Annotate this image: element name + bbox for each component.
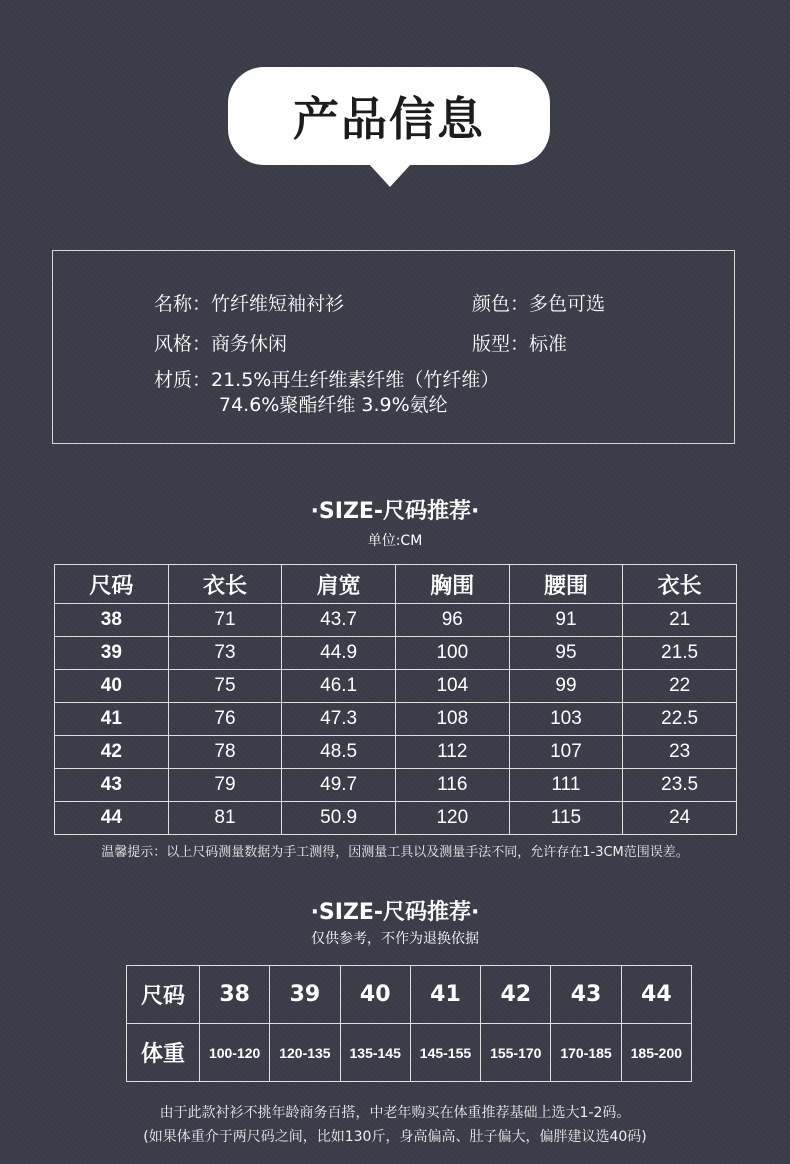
size-section-title: ·SIZE-尺码推荐·	[310, 499, 480, 524]
title-bubble	[228, 67, 550, 165]
weight-cell: 155-170	[481, 1024, 551, 1082]
footer-note-line1: 由于此款衬衫不挑年龄商务百搭，中老年购买在体重推荐基础上选大1-2码。	[159, 1105, 631, 1121]
size-cell: 41	[410, 966, 480, 1024]
size-cell: 39	[55, 637, 169, 670]
table-cell: 73	[168, 637, 282, 670]
size-cell: 43	[55, 769, 169, 802]
table-cell: 78	[168, 736, 282, 769]
table-cell: 21.5	[623, 637, 737, 670]
table-cell: 24	[623, 802, 737, 835]
size-cell: 44	[621, 966, 691, 1024]
table-cell: 21	[623, 604, 737, 637]
table-row	[55, 637, 737, 670]
table-row	[55, 769, 737, 802]
table-cell: 91	[509, 604, 623, 637]
table-row	[55, 802, 737, 835]
table-cell: 99	[509, 670, 623, 703]
info-material: 材质：21.5%再生纤维素纤维（竹纤维）	[154, 369, 500, 391]
size-cell: 40	[340, 966, 410, 1024]
table-cell: 115	[509, 802, 623, 835]
table-cell: 104	[395, 670, 509, 703]
size-table	[54, 564, 737, 835]
table-cell: 96	[395, 604, 509, 637]
weight-table	[126, 965, 692, 1082]
size-table-header	[55, 565, 737, 604]
size-cell: 42	[55, 736, 169, 769]
weight-cell: 135-145	[340, 1024, 410, 1082]
weight-cell: 100-120	[200, 1024, 270, 1082]
page-title: 产品信息	[293, 92, 485, 146]
table-cell: 108	[395, 703, 509, 736]
table-cell: 120	[395, 802, 509, 835]
table-cell: 103	[509, 703, 623, 736]
table-cell: 75	[168, 670, 282, 703]
table-cell: 22.5	[623, 703, 737, 736]
info-color: 颜色：多色可选	[472, 293, 606, 315]
table-cell: 22	[623, 670, 737, 703]
size-cell: 43	[551, 966, 621, 1024]
product-info-box	[52, 250, 735, 444]
measurement-note: 温馨提示：以上尺码测量数据为手工测得，因测量工具以及测量手法不同，允许存在1-3CM范围误差。	[101, 845, 689, 860]
table-row	[55, 736, 737, 769]
table-cell: 116	[395, 769, 509, 802]
table-cell: 23.5	[623, 769, 737, 802]
table-cell: 100	[395, 637, 509, 670]
size-cell: 41	[55, 703, 169, 736]
header-cell: 衣长	[168, 565, 282, 604]
table-cell: 44.9	[282, 637, 396, 670]
table-cell: 111	[509, 769, 623, 802]
table-cell: 23	[623, 736, 737, 769]
table-cell: 46.1	[282, 670, 396, 703]
table-cell: 49.7	[282, 769, 396, 802]
header-cell: 尺码	[55, 565, 169, 604]
table-cell: 43.7	[282, 604, 396, 637]
weight-label-cell: 体重	[127, 1024, 200, 1082]
weight-table-size-row	[127, 966, 692, 1024]
table-cell: 79	[168, 769, 282, 802]
table-cell: 107	[509, 736, 623, 769]
info-style: 风格：商务休闲	[154, 333, 288, 355]
size-unit: 单位:CM	[367, 533, 423, 549]
table-row	[55, 604, 737, 637]
weight-cell: 120-135	[270, 1024, 340, 1082]
weight-section-subtitle: 仅供参考，不作为退换依据	[311, 931, 479, 947]
table-cell: 71	[168, 604, 282, 637]
info-name: 名称：竹纤维短袖衬衫	[154, 293, 345, 315]
table-cell: 112	[395, 736, 509, 769]
table-cell: 47.3	[282, 703, 396, 736]
table-cell: 48.5	[282, 736, 396, 769]
size-label-cell: 尺码	[127, 966, 200, 1024]
table-cell: 50.9	[282, 802, 396, 835]
footer-note-line2: (如果体重介于两尺码之间，比如130斤，身高偏高、肚子偏大，偏胖建议选40码)	[143, 1129, 647, 1145]
info-material-cont: 74.6%聚酯纤维 3.9%氨纶	[219, 394, 448, 416]
weight-cell: 185-200	[621, 1024, 691, 1082]
size-cell: 38	[55, 604, 169, 637]
header-cell: 腰围	[509, 565, 623, 604]
table-cell: 76	[168, 703, 282, 736]
info-fit: 版型：标准	[472, 333, 568, 355]
weight-cell: 170-185	[551, 1024, 621, 1082]
table-row	[55, 670, 737, 703]
header-cell: 胸围	[395, 565, 509, 604]
weight-table-weight-row	[127, 1024, 692, 1082]
table-cell: 81	[168, 802, 282, 835]
size-cell: 44	[55, 802, 169, 835]
size-cell: 40	[55, 670, 169, 703]
weight-section-title: ·SIZE-尺码推荐·	[310, 900, 480, 925]
size-cell: 42	[481, 966, 551, 1024]
size-cell: 39	[270, 966, 340, 1024]
weight-cell: 145-155	[410, 1024, 480, 1082]
table-cell: 95	[509, 637, 623, 670]
header-cell: 肩宽	[282, 565, 396, 604]
table-row	[55, 703, 737, 736]
size-cell: 38	[200, 966, 270, 1024]
header-cell: 衣长	[623, 565, 737, 604]
